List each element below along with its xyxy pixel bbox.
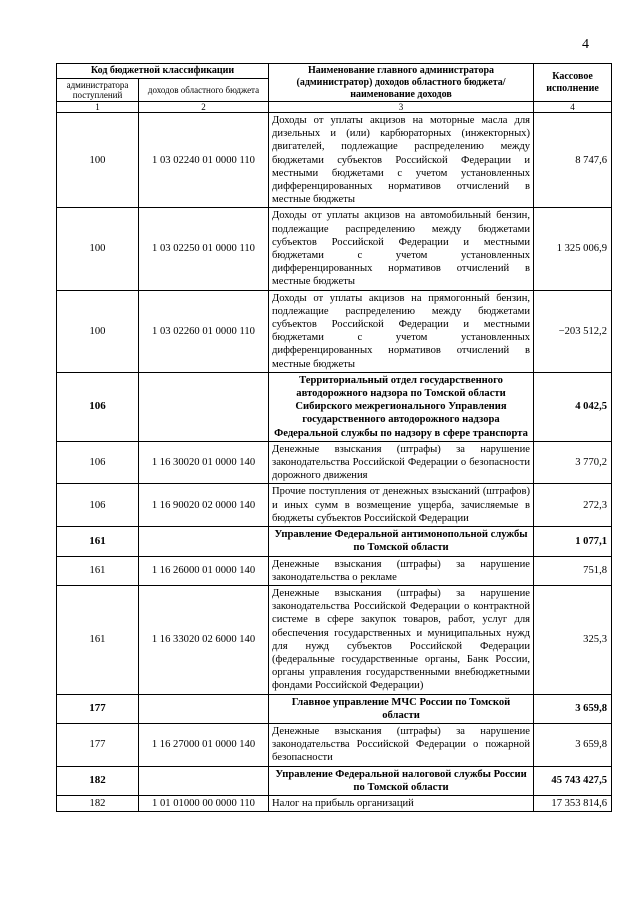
administrator-name: Главное управление МЧС России по Томской области (269, 694, 534, 723)
administrator-name: Территориальный отдел государственного автодорожного надзора по Томской области Сибирского межрегионального Управления государственного автодорожного надзора Федеральной службы по надзору в сфере транспорта (269, 372, 534, 441)
amount: −203 512,2 (534, 290, 612, 372)
budget-code: 1 16 26000 01 0000 140 (139, 556, 269, 585)
revenue-name: Денежные взыскания (штрафы) за нарушение законодательства Российской Федерации о пожарной безопасности (269, 723, 534, 766)
admin-code: 161 (57, 585, 139, 694)
admin-code: 100 (57, 290, 139, 372)
admin-code: 177 (57, 694, 139, 723)
budget-code: 1 16 30020 01 0000 140 (139, 441, 269, 484)
budget-code (139, 766, 269, 795)
budget-code: 1 03 02240 01 0000 110 (139, 113, 269, 208)
col-number-2: 2 (139, 102, 269, 113)
administrator-row (57, 527, 612, 556)
administrator-row (57, 694, 612, 723)
page-number: 4 (582, 37, 589, 52)
table-row (57, 723, 612, 766)
admin-code: 161 (57, 556, 139, 585)
admin-code: 106 (57, 484, 139, 527)
administrator-name: Управление Федеральной антимонопольной службы по Томской области (269, 527, 534, 556)
header-name: Наименование главного администратора (администратор) доходов областного бюджета/ наименование доходов (269, 64, 534, 102)
administrator-row (57, 766, 612, 795)
revenue-name: Доходы от уплаты акцизов на прямогонный бензин, подлежащие распределению между бюджетами субъектов Российской Федерации и местными бюджетами с учетом установленных дифференцированных нормативов отчислений в местные бюджеты (269, 290, 534, 372)
budget-code (139, 527, 269, 556)
header-cash: Кассовое исполнение (534, 64, 612, 102)
admin-code: 100 (57, 113, 139, 208)
budget-code: 1 03 02250 01 0000 110 (139, 208, 269, 290)
amount: 1 325 006,9 (534, 208, 612, 290)
admin-code: 106 (57, 441, 139, 484)
revenue-name: Доходы от уплаты акцизов на моторные масла для дизельных и (или) карбюраторных (инжекторных) двигателей, подлежащие распределению между бюджетами субъектов Российской Федерации и местными бюджетами с учетом установленных дифференцированных нормативов отчислений в местные бюджеты (269, 113, 534, 208)
amount: 1 077,1 (534, 527, 612, 556)
revenue-name: Денежные взыскания (штрафы) за нарушение законодательства Российской Федерации о контрактной системе в сфере закупок товаров, работ, услуг для обеспечения государственных и муниципальных нужд для нужд субъектов Российской Федерации (федеральные государственные органы, Банк России, органы управления государственными внебюджетными фондами Российской Федерации) (269, 585, 534, 694)
admin-code: 182 (57, 795, 139, 811)
amount: 272,3 (534, 484, 612, 527)
table-row (57, 556, 612, 585)
table-row (57, 441, 612, 484)
amount: 45 743 427,5 (534, 766, 612, 795)
budget-code: 1 03 02260 01 0000 110 (139, 290, 269, 372)
col-number-4: 4 (534, 102, 612, 113)
administrator-name: Управление Федеральной налоговой службы России по Томской области (269, 766, 534, 795)
amount: 8 747,6 (534, 113, 612, 208)
table-row (57, 585, 612, 694)
table-row (57, 290, 612, 372)
revenue-name: Налог на прибыль организаций (269, 795, 534, 811)
amount: 17 353 814,6 (534, 795, 612, 811)
header-budget-code: Код бюджетной классификации (57, 64, 269, 79)
budget-code: 1 16 27000 01 0000 140 (139, 723, 269, 766)
col-number-3: 3 (269, 102, 534, 113)
budget-code (139, 372, 269, 441)
revenue-name: Прочие поступления от денежных взысканий (штрафов) и иных сумм в возмещение ущерба, зачисляемые в бюджеты субъектов Российской Федерации (269, 484, 534, 527)
table-row (57, 795, 612, 811)
administrator-row (57, 372, 612, 441)
col-number-1: 1 (57, 102, 139, 113)
admin-code: 100 (57, 208, 139, 290)
header-admin-revenue: администратора поступлений (57, 79, 139, 102)
budget-code (139, 694, 269, 723)
admin-code: 106 (57, 372, 139, 441)
amount: 3 770,2 (534, 441, 612, 484)
admin-code: 161 (57, 527, 139, 556)
admin-code: 182 (57, 766, 139, 795)
admin-code: 177 (57, 723, 139, 766)
amount: 3 659,8 (534, 694, 612, 723)
revenue-table (56, 63, 612, 812)
revenue-name: Доходы от уплаты акцизов на автомобильный бензин, подлежащие распределению между бюджетами субъектов Российской Федерации и местными бюджетами с учетом установленных дифференцированных нормативов отчислений в местные бюджеты (269, 208, 534, 290)
header-regional-revenue: доходов областного бюджета (139, 79, 269, 102)
revenue-name: Денежные взыскания (штрафы) за нарушение законодательства Российской Федерации о безопасности дорожного движения (269, 441, 534, 484)
amount: 4 042,5 (534, 372, 612, 441)
amount: 3 659,8 (534, 723, 612, 766)
amount: 325,3 (534, 585, 612, 694)
table-row (57, 208, 612, 290)
budget-code: 1 16 33020 02 6000 140 (139, 585, 269, 694)
table-row (57, 484, 612, 527)
table-row (57, 113, 612, 208)
revenue-name: Денежные взыскания (штрафы) за нарушение законодательства о рекламе (269, 556, 534, 585)
budget-code: 1 16 90020 02 0000 140 (139, 484, 269, 527)
budget-code: 1 01 01000 00 0000 110 (139, 795, 269, 811)
amount: 751,8 (534, 556, 612, 585)
